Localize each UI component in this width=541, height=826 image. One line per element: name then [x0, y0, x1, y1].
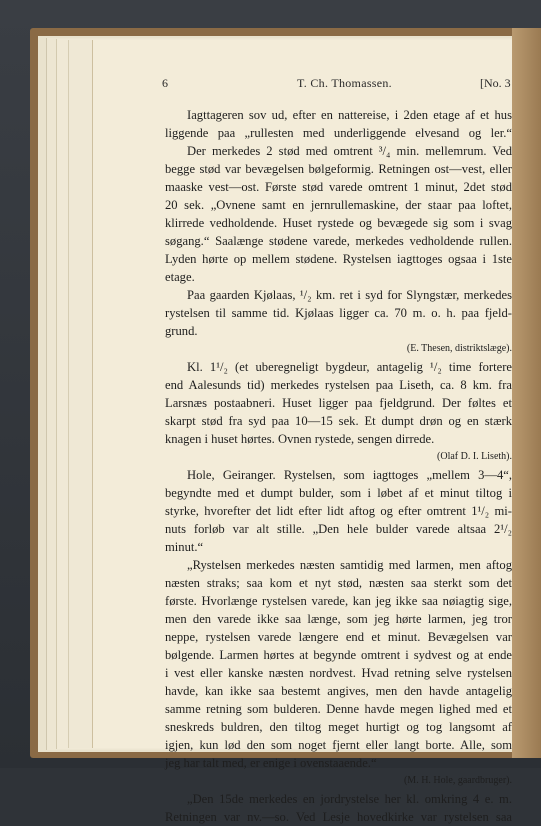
- text-line: i vest eller kanske næsten nordvest. Hvad retning selve rystelsen: [165, 666, 512, 680]
- text-line: Kl. 1¹/₂ (et uberegneligt bygdeur, antagelig ¹/₂ time fortere: [187, 360, 512, 374]
- text-line: grund.: [165, 324, 198, 338]
- text-line: jeg har talt med, er enige i ovenstaaende.“: [165, 756, 377, 770]
- text-line: „Den 15de merkedes en jordrystelse her kl. omkring 4 e. m.: [187, 792, 512, 806]
- text-line: nuts forløb var alt stille. „Den hele bulder varede altsaa 2¹/₂: [165, 522, 512, 536]
- text-line: søgang.“ Saalænge stødene varede, merkedes vedholdende rullen.: [165, 234, 512, 248]
- text-line: liggende paa „rullesten med underliggende elvesand og ler.“: [165, 126, 512, 140]
- text-line: sneskreds buldren, den tiltog meget hurtigt og tog langsomt af: [165, 720, 512, 734]
- text-line: skarpt stød fra syd paa 10—15 sek. Et dumpt drøn og en stærk: [165, 414, 512, 428]
- text-line: Der merkedes 2 stød med omtrent ³/₄ min. mellemrum. Ved: [187, 144, 512, 158]
- text-line: næsten straks; saa kom et nyt stød, næsten saa sterkt som det: [165, 576, 512, 590]
- text-line: etage.: [165, 270, 195, 284]
- text-line: Lyden hørte op mellem stødene. Rystelsen iagttoges ogsaa i 1ste: [165, 252, 512, 266]
- text-line: knagen i huset hørtes. Ovnen rystede, sengen dirrede.: [165, 432, 435, 446]
- text-line: maaske vest—ost. Første stød varede omtrent 1 minut, 2det stød: [165, 180, 512, 194]
- text-line: Paa gaarden Kjølaas, ¹/₂ km. ret i syd for Slyngstær, merkedes: [187, 288, 512, 302]
- text-line: havde, kan ikke saa bestemt angives, men den havde antagelig: [165, 684, 512, 698]
- text-line: klirrede vedholdende. Huset rystede og bevægede sig som i svag: [165, 216, 512, 230]
- text-line: begyndte med et dumpt bulder, som i løbet af et minut tiltog i: [165, 486, 512, 500]
- text-line: minut.“: [165, 540, 204, 554]
- text-line: Iagttageren sov ud, efter en nattereise, i 2den etage af et hus: [187, 108, 512, 122]
- text-line: Retningen var nv.—so. Ved Lesje hovedkirke var rystelsen saa: [165, 810, 512, 824]
- text-line: 20 sek. „Ovnene samt en jernrullemaskine, der staar paa loftet,: [165, 198, 512, 212]
- text-line: Larsnæs postaabneri. Huset ligger paa fjeldgrund. Der føltes et: [165, 396, 512, 410]
- text-line: begge stød var bevægelsen bølgeformig. Retningen ost—vest, eller: [165, 162, 512, 176]
- text-line: „Rystelsen merkedes næsten samtidig med larmen, men aftog: [187, 558, 512, 572]
- book-spine-edge: [512, 28, 541, 758]
- text-line: bølgende. Larmen hørtes at begynde omtrent i sydvest og at ende: [165, 648, 512, 662]
- running-head: T. Ch. Thomassen.: [297, 76, 392, 90]
- signature-line: (E. Thesen, distriktslæge).: [406, 343, 512, 354]
- text-line: men den varede ikke saa længe, som jeg hørte larmen, jeg tror: [165, 612, 512, 626]
- text-line: neppe, rystelsen varede længere end et minut. Bevægelsen var: [165, 630, 512, 644]
- text-line: end Aalesunds tid) merkedes rystelsen paa Liseth, ca. 8 km. fra: [165, 378, 512, 392]
- text-line: rystelsen til samme tid. Kjølaas ligger ca. 70 m. o. h. paa fjeld-: [165, 306, 512, 320]
- page-number: 6: [162, 76, 168, 90]
- text-line: Hole, Geiranger. Rystelsen, som iagttoges „mellem 3—4“,: [187, 468, 512, 482]
- text-line: styrke, hvorefter det lidt efter lidt aftog og efter omtrent 1¹/₂ mi-: [165, 504, 512, 518]
- text-line: første. Hvorlænge rystelsen varede, kan jeg ikke saa nøiagtig sige,: [165, 594, 512, 608]
- text-line: samme retning som bulderen. Denne havde megen lighed med et: [165, 702, 512, 716]
- issue-number: [No. 3: [480, 76, 511, 90]
- text-line: igjen, kun lød den som noget fjernt eller langt borte. Alle, som: [165, 738, 512, 752]
- signature-line: (Olaf D. I. Liseth).: [437, 451, 512, 462]
- signature-line: (M. H. Hole, gaardbruger).: [403, 775, 512, 786]
